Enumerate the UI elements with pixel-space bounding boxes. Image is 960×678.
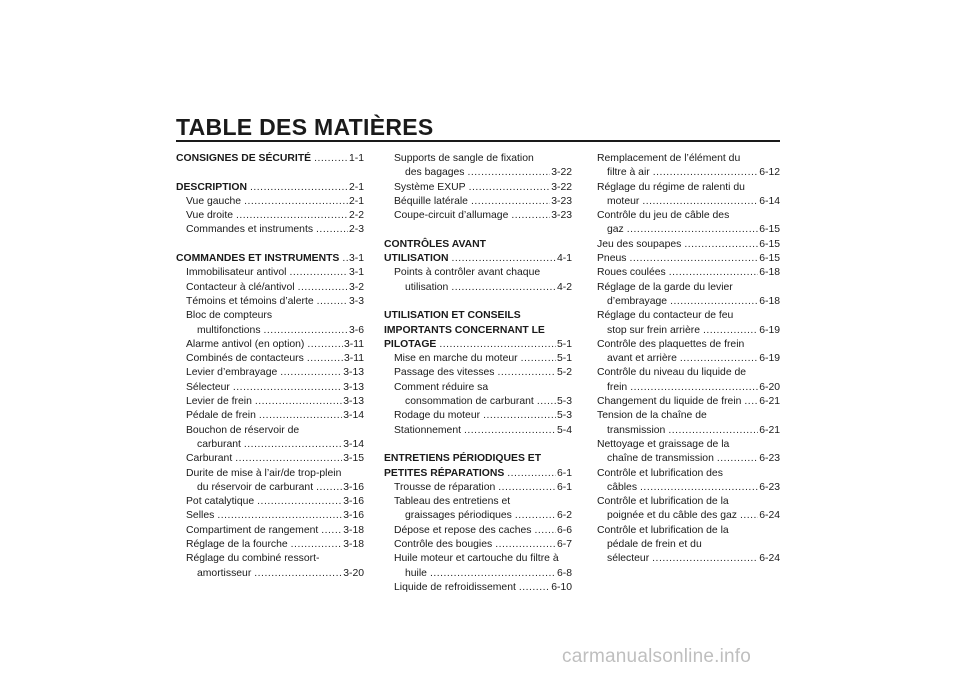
toc-page-number: 6-2 xyxy=(556,510,572,522)
toc-page-number: 3-20 xyxy=(343,567,364,579)
toc-page-number: 6-18 xyxy=(759,267,780,279)
dot-leader xyxy=(316,223,348,237)
toc-page-number: 6-10 xyxy=(551,581,572,593)
toc-page-number: 6-20 xyxy=(759,381,780,393)
toc-entry[interactable] xyxy=(176,409,364,423)
title-rule xyxy=(176,140,780,142)
toc-entry-line: Nettoyage et graissage de la xyxy=(597,438,730,450)
toc-entry-label: graissages périodiques xyxy=(405,510,512,522)
dot-leader xyxy=(250,181,348,195)
toc-entry-label: câbles xyxy=(607,481,638,493)
toc-entry-label: Rodage du moteur xyxy=(394,410,481,422)
toc-entry-label: Contrôle des bougies xyxy=(394,539,493,551)
toc-page-number: 5-1 xyxy=(556,353,572,365)
dot-leader xyxy=(280,366,342,380)
toc-entry-line: Contrôle du niveau du liquide de xyxy=(597,367,747,379)
toc-section-entry[interactable] xyxy=(384,338,572,352)
toc-page-number: 6-19 xyxy=(759,324,780,336)
toc-entry-label: Compartiment de rangement xyxy=(186,524,319,536)
toc-spacer xyxy=(384,223,572,237)
toc-spacer xyxy=(176,238,364,252)
toc-entry[interactable] xyxy=(597,324,780,338)
dot-leader xyxy=(703,324,758,338)
toc-entry[interactable] xyxy=(597,352,780,366)
toc-entry-label: avant et arrière xyxy=(607,353,677,365)
dot-leader xyxy=(498,481,556,495)
dot-leader xyxy=(483,409,556,423)
dot-leader xyxy=(468,166,551,180)
toc-entry[interactable] xyxy=(597,552,780,566)
toc-entry[interactable] xyxy=(176,266,364,280)
toc-entry-label: Alarme antivol (en option) xyxy=(186,338,305,350)
toc-page-number: 6-6 xyxy=(556,524,572,536)
toc-entry-label: d’embrayage xyxy=(607,295,668,307)
dot-leader xyxy=(630,381,758,395)
toc-entry-label: Passage des vitesses xyxy=(394,367,495,379)
toc-entry-line: Comment réduire sa xyxy=(394,381,489,393)
dot-leader xyxy=(629,252,758,266)
toc-page-number: 6-23 xyxy=(759,453,780,465)
toc-entry-label: Contacteur à clé/antivol xyxy=(186,281,295,293)
toc-page-number: 6-24 xyxy=(759,553,780,565)
toc-entry[interactable] xyxy=(384,366,572,380)
toc-page-number: 6-19 xyxy=(759,353,780,365)
dot-leader xyxy=(717,452,758,466)
toc-entry-label: PILOTAGE xyxy=(384,338,437,350)
toc-entry-label: Selles xyxy=(186,510,215,522)
toc-page-number: 5-2 xyxy=(556,367,572,379)
dot-leader xyxy=(321,524,342,538)
toc-column-2 xyxy=(384,152,572,595)
toc-page-number: 3-14 xyxy=(343,438,364,450)
dot-leader xyxy=(521,352,556,366)
dot-leader xyxy=(669,266,758,280)
dot-leader xyxy=(254,567,342,581)
toc-entry[interactable] xyxy=(384,409,572,423)
toc-entry[interactable] xyxy=(176,195,364,209)
toc-section-entry[interactable] xyxy=(176,181,364,195)
toc-entry-label: Liquide de refroidissement xyxy=(394,581,516,593)
toc-page-number: 3-16 xyxy=(343,510,364,522)
toc-column-1 xyxy=(176,152,364,581)
toc-entry-label: multifonctions xyxy=(197,324,261,336)
toc-entry-label: Immobilisateur antivol xyxy=(186,267,287,279)
toc-entry-line: Contrôle des plaquettes de frein xyxy=(597,338,745,350)
toc-page-number: 6-23 xyxy=(759,481,780,493)
toc-entry-label: Pneus xyxy=(597,253,627,265)
dot-leader xyxy=(740,509,758,523)
toc-column-3 xyxy=(597,152,780,567)
dot-leader xyxy=(498,366,556,380)
toc-entry-label: Trousse de réparation xyxy=(394,481,496,493)
toc-entry-line: Huile moteur et cartouche du filtre à xyxy=(394,553,559,565)
toc-entry[interactable] xyxy=(176,481,364,495)
toc-entry[interactable] xyxy=(597,424,780,438)
toc-page-number: 5-4 xyxy=(556,424,572,436)
toc-entry-line: Contrôle du jeu de câble des xyxy=(597,210,730,222)
toc-entry-label: Réglage de la fourche xyxy=(186,539,288,551)
toc-entry[interactable] xyxy=(597,195,780,209)
toc-page-number: 6-15 xyxy=(759,224,780,236)
toc-entry[interactable] xyxy=(176,366,364,380)
toc-entry-label: Coupe-circuit d’allumage xyxy=(394,210,509,222)
toc-page-number: 6-21 xyxy=(759,396,780,408)
toc-page-number: 3-23 xyxy=(551,210,572,222)
dot-leader xyxy=(255,395,342,409)
toc-page-number: 5-1 xyxy=(556,338,572,350)
toc-page-number: 6-8 xyxy=(556,567,572,579)
toc-entry-line: Réglage du combiné ressort- xyxy=(186,553,320,565)
toc-page-number: 3-1 xyxy=(348,253,364,265)
toc-entry-label: du réservoir de carburant xyxy=(197,481,314,493)
toc-page-number: 3-13 xyxy=(343,367,364,379)
toc-entry-line: Supports de sangle de fixation xyxy=(394,153,534,164)
toc-entry[interactable] xyxy=(176,324,364,338)
toc-entry[interactable] xyxy=(176,452,364,466)
dot-leader xyxy=(236,209,348,223)
toc-page-number: 6-21 xyxy=(759,424,780,436)
toc-page-number: 3-13 xyxy=(343,381,364,393)
toc-entry[interactable] xyxy=(384,509,572,523)
toc-page-number: 6-14 xyxy=(759,195,780,207)
toc-entry-label: Vue droite xyxy=(186,210,233,222)
toc-page-number: 3-22 xyxy=(551,167,572,179)
toc-page-number: 3-18 xyxy=(343,524,364,536)
toc-entry[interactable] xyxy=(384,195,572,209)
toc-page-number: 3-23 xyxy=(551,195,572,207)
toc-page-number: 1-1 xyxy=(348,153,364,164)
dot-leader xyxy=(244,195,348,209)
toc-entry[interactable] xyxy=(384,538,572,552)
toc-entry-label: Commandes et instruments xyxy=(186,224,314,236)
toc-page-number: 6-24 xyxy=(759,510,780,522)
dot-leader xyxy=(684,238,758,252)
dot-leader xyxy=(430,567,556,581)
dot-leader xyxy=(314,152,348,166)
toc-page-number: 6-15 xyxy=(759,238,780,250)
toc-page-number: 3-3 xyxy=(348,295,364,307)
toc-entry-label: stop sur frein arrière xyxy=(607,324,700,336)
toc-section-heading-line: IMPORTANTS CONCERNANT LE xyxy=(384,324,545,336)
toc-entry[interactable] xyxy=(176,209,364,223)
toc-entry-label: Sélecteur xyxy=(186,381,230,393)
dot-leader xyxy=(537,395,556,409)
toc-section-entry[interactable] xyxy=(176,152,364,166)
toc-page-number: 4-1 xyxy=(556,253,572,265)
toc-section-heading-line: CONTRÔLES AVANT xyxy=(384,238,486,250)
toc-entry[interactable] xyxy=(176,495,364,509)
dot-leader xyxy=(244,438,342,452)
toc-page-number: 5-3 xyxy=(556,396,572,408)
toc-section-heading-line: ENTRETIENS PÉRIODIQUES ET xyxy=(384,453,542,465)
toc-entry[interactable] xyxy=(176,395,364,409)
toc-page-number: 3-11 xyxy=(343,338,364,350)
toc-entry-line: Contrôle et lubrification de la xyxy=(597,496,729,508)
toc-entry-label: DESCRIPTION xyxy=(176,181,248,193)
toc-page-number: 3-11 xyxy=(343,353,364,365)
dot-leader xyxy=(235,452,342,466)
dot-leader xyxy=(652,552,758,566)
toc-page-number: 3-18 xyxy=(343,539,364,551)
toc-entry[interactable] xyxy=(176,509,364,523)
dot-leader xyxy=(653,166,758,180)
dot-leader xyxy=(640,481,758,495)
toc-entry[interactable] xyxy=(176,223,364,237)
toc-entry-label: COMMANDES ET INSTRUMENTS xyxy=(176,253,340,265)
toc-entry-line: Bouchon de réservoir de xyxy=(186,424,300,436)
toc-page-number: 6-1 xyxy=(556,467,572,479)
toc-entry[interactable] xyxy=(176,352,364,366)
toc-entry-label: Levier d’embrayage xyxy=(186,367,278,379)
toc-entry-label: Béquille latérale xyxy=(394,195,468,207)
toc-entry-label: filtre à air xyxy=(607,167,650,179)
toc-entry-line: Réglage du contacteur de feu xyxy=(597,310,734,322)
toc-entry[interactable] xyxy=(597,481,780,495)
dot-leader xyxy=(259,409,342,423)
toc-entry[interactable] xyxy=(384,352,572,366)
dot-leader xyxy=(511,209,550,223)
toc-page-number: 3-2 xyxy=(348,281,364,293)
toc-entry-label: des bagages xyxy=(405,167,465,179)
toc-entry-label: Roues coulées xyxy=(597,267,666,279)
toc-entry[interactable] xyxy=(597,509,780,523)
toc-entry-label: CONSIGNES DE SÉCURITÉ xyxy=(176,153,312,164)
toc-page-number: 3-16 xyxy=(343,481,364,493)
dot-leader xyxy=(464,424,556,438)
dot-leader xyxy=(233,381,342,395)
toc-page-number: 6-7 xyxy=(556,539,572,551)
toc-page-number: 6-18 xyxy=(759,295,780,307)
dot-leader xyxy=(307,352,343,366)
toc-spacer xyxy=(384,295,572,309)
toc-entry-line: Remplacement de l’élément du xyxy=(597,153,741,164)
dot-leader xyxy=(317,295,348,309)
toc-entry-line: Bloc de compteurs xyxy=(186,310,273,322)
toc-page-number: 3-6 xyxy=(348,324,364,336)
toc-entry-line: Réglage du régime de ralenti du xyxy=(597,181,745,193)
toc-entry-label: sélecteur xyxy=(607,553,650,565)
toc-entry-label: Carburant xyxy=(186,453,233,465)
toc-entry-line: Tension de la chaîne de xyxy=(597,410,707,422)
toc-entry[interactable] xyxy=(597,395,780,409)
page-title: TABLE DES MATIÈRES xyxy=(176,114,434,140)
toc-spacer xyxy=(384,438,572,452)
toc-entry-label: Combinés de contacteurs xyxy=(186,353,304,365)
toc-entry-label: huile xyxy=(405,567,427,579)
dot-leader xyxy=(680,352,758,366)
toc-entry[interactable] xyxy=(384,481,572,495)
toc-entry[interactable] xyxy=(384,395,572,409)
toc-entry[interactable] xyxy=(384,209,572,223)
toc-page-number: 3-1 xyxy=(348,267,364,279)
toc-entry-line: Réglage de la garde du levier xyxy=(597,281,733,293)
dot-leader xyxy=(515,509,556,523)
toc-entry-label: Pot catalytique xyxy=(186,496,255,508)
toc-entry[interactable] xyxy=(384,281,572,295)
dot-leader xyxy=(519,581,550,595)
toc-page-number: 4-2 xyxy=(556,281,572,293)
toc-page-number: 6-15 xyxy=(759,253,780,265)
toc-entry-label: frein xyxy=(607,381,628,393)
dot-leader xyxy=(469,181,551,195)
toc-section-entry[interactable] xyxy=(176,252,364,266)
watermark: carmanualsonline.info xyxy=(562,646,752,667)
dot-leader xyxy=(668,424,758,438)
dot-leader xyxy=(451,252,556,266)
toc-entry-label: Dépose et repose des caches xyxy=(394,524,532,536)
toc-entry-label: Levier de frein xyxy=(186,396,252,408)
toc-page-number: 2-1 xyxy=(348,195,364,207)
toc-entry-label: consommation de carburant xyxy=(405,396,534,408)
toc-page-number: 6-1 xyxy=(556,481,572,493)
dot-leader xyxy=(495,538,556,552)
toc-entry-label: carburant xyxy=(197,438,241,450)
toc-entry[interactable] xyxy=(597,252,780,266)
toc-section-entry[interactable] xyxy=(384,252,572,266)
dot-leader xyxy=(507,467,556,481)
toc-entry[interactable] xyxy=(384,424,572,438)
toc-entry-label: Témoins et témoins d’alerte xyxy=(186,295,314,307)
toc-entry[interactable] xyxy=(597,295,780,309)
toc-entry-label: Vue gauche xyxy=(186,195,242,207)
toc-entry[interactable] xyxy=(384,567,572,581)
toc-section-heading-line: UTILISATION ET CONSEILS xyxy=(384,310,521,322)
toc-entry[interactable] xyxy=(176,567,364,581)
toc-entry-label: Pédale de frein xyxy=(186,410,256,422)
toc-entry-label: amortisseur xyxy=(197,567,252,579)
toc-entry-line: Durite de mise à l’air/de trop-plein xyxy=(186,467,342,479)
toc-entry[interactable] xyxy=(176,338,364,352)
toc-entry[interactable] xyxy=(597,266,780,280)
toc-entry-label: chaîne de transmission xyxy=(607,453,714,465)
toc-entry-line: Contrôle et lubrification des xyxy=(597,467,723,479)
toc-entry[interactable] xyxy=(384,581,572,595)
dot-leader xyxy=(439,338,556,352)
dot-leader xyxy=(289,266,347,280)
toc-page-number: 5-3 xyxy=(556,410,572,422)
toc-entry-label: transmission xyxy=(607,424,666,436)
toc-entry[interactable] xyxy=(384,524,572,538)
dot-leader xyxy=(264,324,348,338)
toc-spacer xyxy=(176,166,364,180)
toc-entry-label: Jeu des soupapes xyxy=(597,238,682,250)
toc-entry-label: gaz xyxy=(607,224,624,236)
dot-leader xyxy=(307,338,343,352)
toc-page-number: 3-15 xyxy=(343,453,364,465)
toc-entry-label: utilisation xyxy=(405,281,449,293)
toc-entry[interactable] xyxy=(176,281,364,295)
toc-entry-line: pédale de frein et du xyxy=(607,539,702,551)
dot-leader xyxy=(298,281,348,295)
toc-entry[interactable] xyxy=(597,238,780,252)
toc-entry[interactable] xyxy=(597,223,780,237)
toc-entry-label: moteur xyxy=(607,195,640,207)
dot-leader xyxy=(670,295,758,309)
toc-entry[interactable] xyxy=(384,181,572,195)
toc-page-number: 3-14 xyxy=(343,410,364,422)
toc-entry-label: Mise en marche du moteur xyxy=(394,353,518,365)
toc-entry-label: poignée et du câble des gaz xyxy=(607,510,737,522)
toc-section-entry[interactable] xyxy=(384,467,572,481)
toc-page-number: 2-3 xyxy=(348,224,364,236)
dot-leader xyxy=(257,495,342,509)
toc-entry[interactable] xyxy=(597,381,780,395)
toc-page-number: 3-13 xyxy=(343,396,364,408)
dot-leader xyxy=(744,395,758,409)
toc-entry-line: Tableau des entretiens et xyxy=(394,496,511,508)
toc-entry[interactable] xyxy=(597,452,780,466)
toc-page-number: 2-1 xyxy=(348,181,364,193)
toc-entry[interactable] xyxy=(597,166,780,180)
dot-leader xyxy=(471,195,550,209)
toc-entry-label: Stationnement xyxy=(394,424,462,436)
toc-entry-label: PETITES RÉPARATIONS xyxy=(384,467,505,479)
toc-entry[interactable] xyxy=(176,438,364,452)
dot-leader xyxy=(342,252,348,266)
toc-entry[interactable] xyxy=(176,295,364,309)
toc-page-number: 2-2 xyxy=(348,210,364,222)
toc-entry[interactable] xyxy=(176,381,364,395)
toc-page-number: 3-22 xyxy=(551,181,572,193)
dot-leader xyxy=(642,195,758,209)
toc-page-number: 3-16 xyxy=(343,496,364,508)
toc-entry-label: Changement du liquide de frein xyxy=(597,396,742,408)
dot-leader xyxy=(534,524,555,538)
toc-entry[interactable] xyxy=(176,524,364,538)
toc-page-number: 6-12 xyxy=(759,167,780,179)
dot-leader xyxy=(217,509,342,523)
toc-entry-label: UTILISATION xyxy=(384,253,449,265)
toc-entry[interactable] xyxy=(176,538,364,552)
dot-leader xyxy=(291,538,343,552)
dot-leader xyxy=(627,223,758,237)
dot-leader xyxy=(316,481,342,495)
toc-entry-line: Points à contrôler avant chaque xyxy=(394,267,541,279)
dot-leader xyxy=(451,281,556,295)
toc-entry[interactable] xyxy=(384,166,572,180)
toc-entry-line: Contrôle et lubrification de la xyxy=(597,524,729,536)
toc-entry-label: Système EXUP xyxy=(394,181,466,193)
